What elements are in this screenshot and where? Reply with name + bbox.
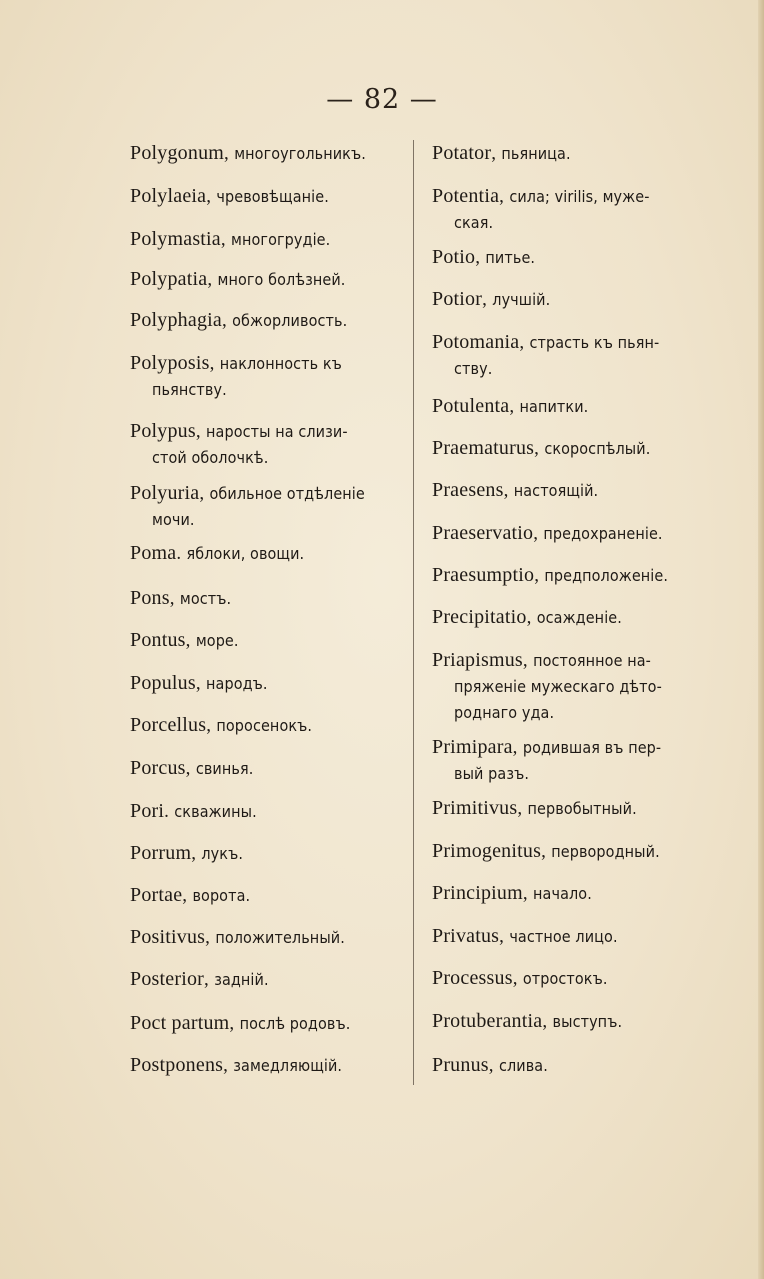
russian-definition: пьяница. bbox=[501, 144, 571, 163]
term-separator: . bbox=[164, 801, 169, 822]
term-separator: , bbox=[522, 650, 528, 671]
dictionary-entry bbox=[432, 880, 704, 907]
russian-definition: яблоки, овощи. bbox=[186, 544, 305, 563]
dictionary-entry bbox=[130, 840, 402, 867]
dictionary-entry bbox=[130, 966, 402, 993]
entry-line bbox=[130, 798, 402, 825]
latin-term: Potio bbox=[432, 246, 476, 268]
term-separator: , bbox=[223, 1055, 228, 1076]
dictionary-entry bbox=[130, 307, 402, 334]
dictionary-entry bbox=[432, 183, 704, 236]
term-separator: , bbox=[491, 143, 496, 164]
entry-line bbox=[130, 1010, 402, 1037]
latin-term: Privatus bbox=[432, 925, 500, 947]
dictionary-entry bbox=[432, 923, 704, 950]
russian-definition: обильное отдѣленіе bbox=[209, 484, 365, 503]
latin-term: Polyuria bbox=[130, 482, 200, 504]
entry-line bbox=[432, 604, 704, 631]
latin-term: Primipara bbox=[432, 736, 513, 758]
latin-term: Principium bbox=[432, 882, 523, 904]
term-separator: , bbox=[534, 438, 539, 459]
latin-term: Porcus bbox=[130, 757, 186, 779]
russian-definition: предохраненіе. bbox=[543, 524, 663, 543]
term-separator: , bbox=[199, 483, 205, 504]
latin-term: Polygonum bbox=[130, 142, 225, 164]
dictionary-entry bbox=[130, 226, 402, 253]
entry-line bbox=[432, 880, 704, 907]
russian-definition: свинья. bbox=[195, 759, 254, 778]
latin-term: Praematurus bbox=[432, 437, 535, 459]
entry-line bbox=[130, 670, 402, 697]
latin-term: Potior bbox=[432, 288, 483, 310]
russian-definition: слива. bbox=[498, 1056, 548, 1075]
entry-line bbox=[130, 882, 402, 909]
term-separator: , bbox=[209, 353, 215, 374]
entry-line bbox=[130, 585, 402, 612]
latin-term: Pori bbox=[130, 800, 165, 822]
latin-term: Porcellus bbox=[130, 714, 207, 736]
russian-definition: положительный. bbox=[215, 928, 345, 947]
russian-definition: постоянное на- bbox=[533, 651, 651, 670]
entry-line bbox=[130, 140, 402, 167]
entry-line bbox=[432, 244, 704, 271]
entry-line bbox=[432, 734, 704, 761]
term-separator: , bbox=[191, 843, 196, 864]
entry-line bbox=[130, 540, 402, 567]
dictionary-entry bbox=[432, 140, 704, 167]
entry-line bbox=[130, 266, 402, 293]
entry-line bbox=[130, 627, 402, 654]
russian-definition: мостъ. bbox=[179, 589, 232, 608]
russian-definition: много болѣзней. bbox=[217, 270, 346, 289]
russian-definition: питье. bbox=[485, 248, 536, 267]
dictionary-entry bbox=[432, 435, 704, 462]
latin-term: Polylaeia bbox=[130, 185, 207, 207]
definition-continuation: мочи. bbox=[152, 510, 195, 529]
latin-term: Processus bbox=[432, 967, 513, 989]
latin-term: Polyposis bbox=[130, 352, 210, 374]
entry-line bbox=[432, 140, 704, 167]
russian-definition: родившая въ пер- bbox=[522, 738, 662, 757]
dictionary-entry bbox=[432, 604, 704, 631]
dictionary-entry bbox=[130, 585, 402, 612]
russian-definition: сила; virilis, муже- bbox=[509, 187, 650, 206]
russian-definition: осажденіе. bbox=[536, 608, 622, 627]
entry-line bbox=[432, 965, 704, 992]
dictionary-entry bbox=[130, 755, 402, 782]
dictionary-entry bbox=[130, 140, 402, 167]
latin-term: Potentia bbox=[432, 185, 500, 207]
russian-definition: скважины. bbox=[174, 802, 257, 821]
term-separator: , bbox=[222, 310, 227, 331]
definition-continuation: ская. bbox=[454, 213, 494, 232]
definition-continuation: ству. bbox=[454, 359, 493, 378]
entry-line bbox=[432, 647, 704, 674]
entry-line bbox=[130, 183, 402, 210]
entry-line bbox=[432, 435, 704, 462]
russian-definition: наклонность къ bbox=[219, 354, 342, 373]
russian-definition: задній. bbox=[214, 970, 269, 989]
latin-term: Portae bbox=[130, 884, 183, 906]
term-separator: , bbox=[533, 523, 538, 544]
entry-line bbox=[432, 562, 704, 589]
dictionary-entry bbox=[432, 734, 704, 787]
term-separator: , bbox=[509, 396, 515, 417]
entry-line bbox=[432, 520, 704, 547]
russian-definition: ворота. bbox=[192, 886, 251, 905]
term-separator: , bbox=[224, 143, 229, 164]
latin-term: Primitivus bbox=[432, 797, 518, 819]
latin-term: Polypus bbox=[130, 420, 196, 442]
column-divider bbox=[413, 140, 414, 1085]
entry-line bbox=[432, 1008, 704, 1035]
dictionary-entry bbox=[130, 627, 402, 654]
latin-term: Precipitatio bbox=[432, 606, 527, 628]
term-separator: , bbox=[195, 421, 201, 442]
latin-term: Posterior bbox=[130, 968, 205, 990]
dictionary-entry bbox=[130, 350, 402, 403]
page-edge bbox=[758, 0, 764, 1279]
russian-definition: первобытный. bbox=[527, 799, 637, 818]
term-separator: , bbox=[220, 229, 226, 250]
russian-definition: настоящій. bbox=[513, 481, 599, 500]
dictionary-entry bbox=[432, 838, 704, 865]
term-separator: , bbox=[517, 798, 523, 819]
entry-line bbox=[432, 1052, 704, 1079]
definition-continuation: вый разъ. bbox=[454, 764, 530, 783]
dictionary-entry bbox=[130, 670, 402, 697]
term-separator: , bbox=[475, 247, 480, 268]
entry-line bbox=[432, 393, 704, 420]
latin-term: Populus bbox=[130, 672, 196, 694]
entry-line bbox=[432, 286, 704, 313]
dictionary-entry bbox=[130, 266, 402, 293]
term-separator: , bbox=[185, 630, 191, 651]
dictionary-entry bbox=[432, 1052, 704, 1079]
entry-line bbox=[130, 480, 402, 507]
russian-definition: напитки. bbox=[519, 397, 589, 416]
dictionary-entry bbox=[432, 477, 704, 504]
russian-definition: море. bbox=[195, 631, 239, 650]
dictionary-entry bbox=[130, 480, 402, 533]
entry-line bbox=[432, 838, 704, 865]
dictionary-entry bbox=[130, 924, 402, 951]
entry-line bbox=[130, 418, 402, 445]
term-separator: , bbox=[488, 1055, 494, 1076]
dictionary-entry bbox=[432, 795, 704, 822]
dictionary-entry bbox=[432, 393, 704, 420]
russian-definition: наросты на слизи- bbox=[206, 422, 348, 441]
russian-definition: скороспѣлый. bbox=[544, 439, 651, 458]
latin-term: Potomania bbox=[432, 331, 520, 353]
dictionary-entry bbox=[130, 183, 402, 210]
dictionary-entry bbox=[130, 712, 402, 739]
latin-term: Polyphagia bbox=[130, 309, 222, 331]
latin-term: Poct partum bbox=[130, 1012, 230, 1034]
term-separator: , bbox=[204, 969, 209, 990]
dictionary-entry bbox=[432, 562, 704, 589]
dictionary-entry bbox=[130, 1052, 402, 1079]
term-separator: , bbox=[205, 927, 210, 948]
entry-line bbox=[130, 924, 402, 951]
term-separator: , bbox=[499, 926, 504, 947]
entry-line bbox=[130, 307, 402, 334]
latin-term: Primogenitus bbox=[432, 840, 542, 862]
term-separator: , bbox=[512, 968, 518, 989]
dictionary-entry bbox=[432, 520, 704, 547]
russian-definition: обжорливость. bbox=[232, 311, 348, 330]
dictionary-entry bbox=[432, 965, 704, 992]
term-separator: , bbox=[185, 758, 191, 779]
term-separator: , bbox=[499, 186, 504, 207]
dictionary-entry bbox=[130, 882, 402, 909]
russian-definition: начало. bbox=[533, 884, 592, 903]
dictionary-entry bbox=[130, 798, 402, 825]
term-separator: , bbox=[195, 673, 201, 694]
term-separator: , bbox=[503, 480, 509, 501]
dictionary-entry bbox=[432, 286, 704, 313]
term-separator: , bbox=[169, 588, 175, 609]
entry-line bbox=[432, 183, 704, 210]
term-separator: , bbox=[206, 186, 211, 207]
definition-continuation: пьянству. bbox=[152, 380, 227, 399]
definition-continuation: пряженіе мужескаго дѣто- bbox=[454, 677, 662, 696]
entry-line bbox=[130, 840, 402, 867]
russian-definition: лучшій. bbox=[492, 290, 551, 309]
russian-definition: многогрудіе. bbox=[231, 230, 331, 249]
entry-line bbox=[432, 329, 704, 356]
russian-definition: частное лицо. bbox=[509, 927, 618, 946]
latin-term: Protuberantia bbox=[432, 1010, 543, 1032]
term-separator: , bbox=[512, 737, 518, 758]
latin-term: Pontus bbox=[130, 629, 186, 651]
entry-line bbox=[130, 712, 402, 739]
latin-term: Porrum bbox=[130, 842, 192, 864]
russian-definition: предположеніе. bbox=[544, 566, 669, 585]
russian-definition: многоугольникъ. bbox=[234, 144, 366, 163]
russian-definition: первородный. bbox=[551, 842, 660, 861]
latin-term: Positivus bbox=[130, 926, 206, 948]
entry-line bbox=[130, 1052, 402, 1079]
entry-line bbox=[432, 477, 704, 504]
latin-term: Potulenta bbox=[432, 395, 510, 417]
latin-term: Praesens bbox=[432, 479, 504, 501]
term-separator: . bbox=[176, 543, 182, 564]
latin-term: Prunus bbox=[432, 1054, 489, 1076]
russian-definition: выступъ. bbox=[552, 1012, 623, 1031]
russian-definition: замедляющій. bbox=[233, 1056, 343, 1075]
dictionary-entry bbox=[130, 540, 402, 567]
latin-term: Praesumptio bbox=[432, 564, 535, 586]
entry-line bbox=[432, 923, 704, 950]
latin-term: Polymastia bbox=[130, 228, 221, 250]
russian-definition: поросенокъ. bbox=[216, 716, 313, 735]
definition-continuation: стой оболочкѣ. bbox=[152, 448, 269, 467]
page-number: — 82 — bbox=[326, 84, 438, 115]
russian-definition: страсть къ пьян- bbox=[529, 333, 660, 352]
term-separator: , bbox=[206, 715, 211, 736]
term-separator: , bbox=[542, 1011, 548, 1032]
term-separator: , bbox=[207, 269, 213, 290]
term-separator: , bbox=[522, 883, 528, 904]
entry-line bbox=[130, 966, 402, 993]
dictionary-entry bbox=[432, 647, 704, 726]
russian-definition: народъ. bbox=[206, 674, 268, 693]
term-separator: , bbox=[526, 607, 532, 628]
latin-term: Priapismus bbox=[432, 649, 523, 671]
entry-line bbox=[130, 350, 402, 377]
dictionary-entry bbox=[130, 418, 402, 471]
term-separator: , bbox=[229, 1013, 235, 1034]
latin-term: Potator bbox=[432, 142, 492, 164]
term-separator: , bbox=[519, 332, 525, 353]
dictionary-entry bbox=[432, 1008, 704, 1035]
term-separator: , bbox=[541, 841, 546, 862]
latin-term: Postponens bbox=[130, 1054, 224, 1076]
entry-line bbox=[130, 226, 402, 253]
russian-definition: отростокъ. bbox=[522, 969, 608, 988]
russian-definition: чревовѣщаніе. bbox=[216, 187, 329, 206]
term-separator: , bbox=[534, 565, 539, 586]
entry-line bbox=[432, 795, 704, 822]
dictionary-entry bbox=[432, 329, 704, 382]
dictionary-entry bbox=[130, 1010, 402, 1037]
latin-term: Pons bbox=[130, 587, 170, 609]
term-separator: , bbox=[182, 885, 188, 906]
dictionary-entry bbox=[432, 244, 704, 271]
russian-definition: лукъ. bbox=[201, 844, 244, 863]
definition-continuation: роднаго уда. bbox=[454, 703, 555, 722]
latin-term: Poma bbox=[130, 542, 177, 564]
latin-term: Praeservatio bbox=[432, 522, 534, 544]
term-separator: , bbox=[482, 289, 487, 310]
latin-term: Polypatia bbox=[130, 268, 208, 290]
russian-definition: послѣ родовъ. bbox=[239, 1014, 351, 1033]
entry-line bbox=[130, 755, 402, 782]
